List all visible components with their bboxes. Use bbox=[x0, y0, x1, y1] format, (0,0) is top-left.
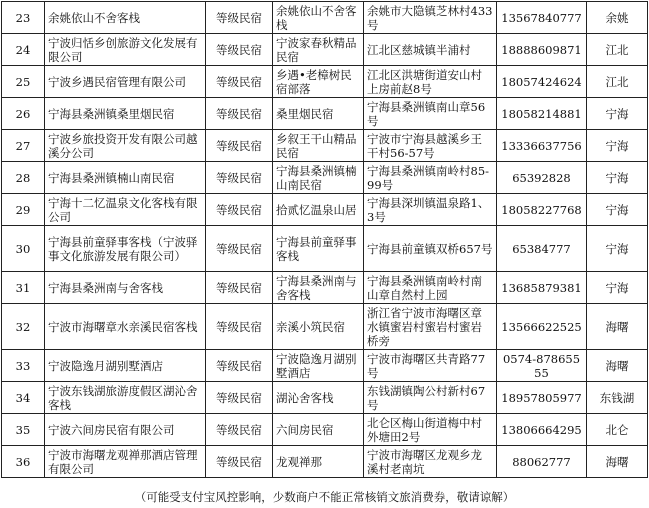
phone-cell: 13806664295 bbox=[497, 414, 587, 446]
phone-cell: 13685879381 bbox=[497, 272, 587, 304]
region-cell: 海曙 bbox=[587, 350, 648, 382]
address-cell: 宁波市海曙区共青路77号 bbox=[364, 350, 497, 382]
row-number-cell: 24 bbox=[2, 34, 45, 66]
table-row bbox=[2, 194, 648, 226]
address-cell: 江北区洪塘街道安山村上房前赵8号 bbox=[364, 66, 497, 98]
table-row bbox=[2, 2, 648, 34]
merchant-name-cell: 宁海县桑洲镇桑里烟民宿 bbox=[45, 98, 206, 130]
address-cell: 江北区慈城镇半浦村 bbox=[364, 34, 497, 66]
region-cell: 宁海 bbox=[587, 162, 648, 194]
merchant-name-cell: 宁波乡遇民宿管理有限公司 bbox=[45, 66, 206, 98]
brand-name-cell: 余姚依山不舍客栈 bbox=[273, 2, 364, 34]
brand-name-cell: 宁海县桑洲镇楠山南民宿 bbox=[273, 162, 364, 194]
phone-cell: 88062777 bbox=[497, 446, 587, 478]
category-cell: 等级民宿 bbox=[206, 226, 273, 272]
row-number-cell: 23 bbox=[2, 2, 45, 34]
brand-name-cell: 六间房民宿 bbox=[273, 414, 364, 446]
category-cell: 等级民宿 bbox=[206, 2, 273, 34]
phone-cell: 0574-87865555 bbox=[497, 350, 587, 382]
address-cell: 宁波市海曙区龙观乡龙溪村老南坑 bbox=[364, 446, 497, 478]
category-cell: 等级民宿 bbox=[206, 414, 273, 446]
address-cell: 宁海县前童镇双桥657号 bbox=[364, 226, 497, 272]
category-cell: 等级民宿 bbox=[206, 350, 273, 382]
table-row bbox=[2, 226, 648, 272]
brand-name-cell: 宁波隐逸月湖别墅酒店 bbox=[273, 350, 364, 382]
category-cell: 等级民宿 bbox=[206, 98, 273, 130]
row-number-cell: 27 bbox=[2, 130, 45, 162]
address-cell: 浙江省宁波市海曙区章水镇蜜岩村蜜岩村蜜岩桥旁 bbox=[364, 304, 497, 350]
merchant-name-cell: 宁波归恬乡创旅游文化发展有限公司 bbox=[45, 34, 206, 66]
address-cell: 宁海县深圳镇温泉路1、3号 bbox=[364, 194, 497, 226]
address-cell: 东钱湖镇陶公村新村67号 bbox=[364, 382, 497, 414]
region-cell: 宁海 bbox=[587, 98, 648, 130]
region-cell: 宁海 bbox=[587, 130, 648, 162]
region-cell: 江北 bbox=[587, 34, 648, 66]
table-row bbox=[2, 130, 648, 162]
category-cell: 等级民宿 bbox=[206, 304, 273, 350]
address-cell: 宁海县桑洲镇南岭村南山章自然村上园 bbox=[364, 272, 497, 304]
brand-name-cell: 宁海县前童驿事客栈 bbox=[273, 226, 364, 272]
row-number-cell: 36 bbox=[2, 446, 45, 478]
merchant-name-cell: 宁波市海曙龙观禅那酒店管理有限公司 bbox=[45, 446, 206, 478]
row-number-cell: 28 bbox=[2, 162, 45, 194]
phone-cell: 65384777 bbox=[497, 226, 587, 272]
address-cell: 北仑区梅山街道梅中村外塘田2号 bbox=[364, 414, 497, 446]
merchant-name-cell: 宁海县前童驿事客栈（宁波驿事文化旅游发展有限公司） bbox=[45, 226, 206, 272]
merchant-name-cell: 宁波乡旅投资开发有限公司越溪分公司 bbox=[45, 130, 206, 162]
address-cell: 宁海县桑洲镇南山章56号 bbox=[364, 98, 497, 130]
phone-cell: 13566622525 bbox=[497, 304, 587, 350]
brand-name-cell: 乡遇•老樟树民宿部落 bbox=[273, 66, 364, 98]
phone-cell: 18058214881 bbox=[497, 98, 587, 130]
table-row bbox=[2, 34, 648, 66]
row-number-cell: 29 bbox=[2, 194, 45, 226]
row-number-cell: 26 bbox=[2, 98, 45, 130]
brand-name-cell: 亲溪小筑民宿 bbox=[273, 304, 364, 350]
phone-cell: 18888609871 bbox=[497, 34, 587, 66]
region-cell: 江北 bbox=[587, 66, 648, 98]
merchant-name-cell: 宁海县桑洲南与舍客栈 bbox=[45, 272, 206, 304]
category-cell: 等级民宿 bbox=[206, 446, 273, 478]
table-row bbox=[2, 272, 648, 304]
table-row bbox=[2, 446, 648, 478]
region-cell: 宁海 bbox=[587, 226, 648, 272]
brand-name-cell: 宁海县桑洲南与舍客栈 bbox=[273, 272, 364, 304]
phone-cell: 18057424624 bbox=[497, 66, 587, 98]
brand-name-cell: 桑里烟民宿 bbox=[273, 98, 364, 130]
row-number-cell: 32 bbox=[2, 304, 45, 350]
merchant-name-cell: 宁波东钱湖旅游度假区湖沁舍客栈 bbox=[45, 382, 206, 414]
row-number-cell: 30 bbox=[2, 226, 45, 272]
region-cell: 海曙 bbox=[587, 304, 648, 350]
category-cell: 等级民宿 bbox=[206, 272, 273, 304]
table-body bbox=[2, 2, 648, 478]
brand-name-cell: 宁波家春秋精品民宿 bbox=[273, 34, 364, 66]
category-cell: 等级民宿 bbox=[206, 66, 273, 98]
merchant-name-cell: 宁波隐逸月湖别墅酒店 bbox=[45, 350, 206, 382]
merchant-name-cell: 余姚依山不舍客栈 bbox=[45, 2, 206, 34]
table-row bbox=[2, 162, 648, 194]
footnote: （可能受支付宝风控影响，少数商户不能正常核销文旅消费券，敬请谅解） bbox=[134, 490, 515, 504]
brand-name-cell: 龙观禅那 bbox=[273, 446, 364, 478]
merchant-name-cell: 宁海县桑洲镇楠山南民宿 bbox=[45, 162, 206, 194]
address-cell: 宁海县桑洲镇南岭村85-99号 bbox=[364, 162, 497, 194]
table-row bbox=[2, 304, 648, 350]
region-cell: 北仑 bbox=[587, 414, 648, 446]
category-cell: 等级民宿 bbox=[206, 382, 273, 414]
region-cell: 东钱湖 bbox=[587, 382, 648, 414]
merchant-name-cell: 宁海十二忆温泉文化客栈有限公司 bbox=[45, 194, 206, 226]
row-number-cell: 33 bbox=[2, 350, 45, 382]
category-cell: 等级民宿 bbox=[206, 34, 273, 66]
merchant-name-cell: 宁波六间房民宿有限公司 bbox=[45, 414, 206, 446]
phone-cell: 18957805977 bbox=[497, 382, 587, 414]
brand-name-cell: 乡叙王干山精品民宿 bbox=[273, 130, 364, 162]
phone-cell: 13336637756 bbox=[497, 130, 587, 162]
merchant-name-cell: 宁波市海曙章水亲溪民宿客栈 bbox=[45, 304, 206, 350]
region-cell: 余姚 bbox=[587, 2, 648, 34]
row-number-cell: 31 bbox=[2, 272, 45, 304]
brand-name-cell: 湖沁舍客栈 bbox=[273, 382, 364, 414]
region-cell: 海曙 bbox=[587, 446, 648, 478]
merchant-table bbox=[1, 1, 648, 478]
row-number-cell: 25 bbox=[2, 66, 45, 98]
region-cell: 宁海 bbox=[587, 272, 648, 304]
table-row bbox=[2, 98, 648, 130]
row-number-cell: 34 bbox=[2, 382, 45, 414]
table-row bbox=[2, 66, 648, 98]
region-cell: 宁海 bbox=[587, 194, 648, 226]
table-row bbox=[2, 382, 648, 414]
category-cell: 等级民宿 bbox=[206, 162, 273, 194]
table-row bbox=[2, 414, 648, 446]
row-number-cell: 35 bbox=[2, 414, 45, 446]
category-cell: 等级民宿 bbox=[206, 194, 273, 226]
brand-name-cell: 拾贰忆温泉山居 bbox=[273, 194, 364, 226]
table-row bbox=[2, 350, 648, 382]
phone-cell: 13567840777 bbox=[497, 2, 587, 34]
phone-cell: 18058227768 bbox=[497, 194, 587, 226]
address-cell: 宁波市宁海县越溪乡王干村56-57号 bbox=[364, 130, 497, 162]
phone-cell: 65392828 bbox=[497, 162, 587, 194]
address-cell: 余姚市大隐镇芝林村433号 bbox=[364, 2, 497, 34]
category-cell: 等级民宿 bbox=[206, 130, 273, 162]
